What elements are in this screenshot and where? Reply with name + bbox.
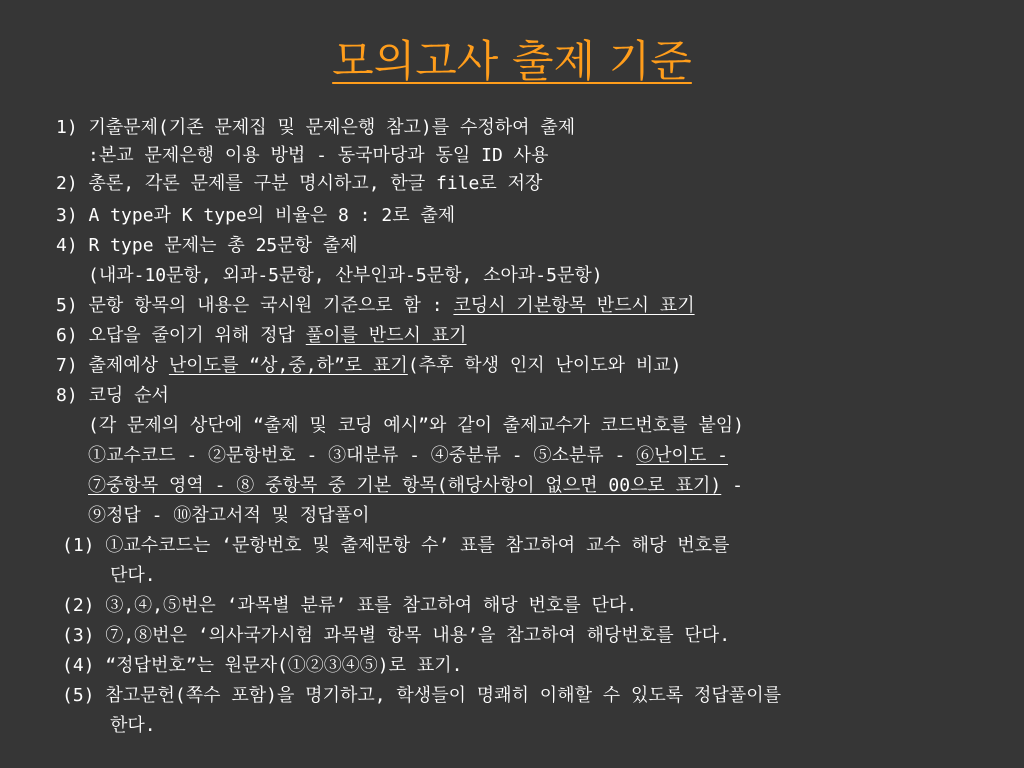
text-line [88,474,743,498]
text-line [88,264,603,288]
line-text: :본교 문제은행 이용 방법 - 동국마당과 동일 ID 사용 [88,145,549,166]
line-text: 4) R type 문제는 총 25문항 출제 [56,235,358,256]
line-text: 단다. [110,565,156,586]
line-text: 5) 문항 항목의 내용은 국시원 기준으로 함 : [56,295,454,316]
text-line [56,294,695,318]
line-text: (각 문제의 상단에 “출제 및 코딩 예시”와 같이 출제교수가 코드번호를 붙임) [88,415,744,436]
text-line [56,324,467,348]
line-text: (2) ③,④,⑤번은 ‘과목별 분류’ 표를 참고하여 해당 번호를 단다. [62,595,638,616]
line-text: - [721,475,743,496]
line-text: 7) 출제예상 [56,355,169,376]
text-line [88,414,744,438]
text-line [110,714,156,738]
line-text: 2) 총론, 각론 문제를 구분 명시하고, 한글 file로 저장 [56,173,543,194]
line-text: (4) “정답번호”는 원문자(①②③④⑤)로 표기. [62,655,463,676]
line-text: (5) 참고문헌(쪽수 포함)을 명기하고, 학생들이 명쾌히 이해할 수 있도록 정답풀이를 [62,685,781,706]
line-text: 6) 오답을 줄이기 위해 정답 [56,325,306,346]
slide-title-text: 모의고사 출제 기준 [332,37,692,87]
text-line [88,504,369,528]
line-text: (추후 학생 인지 난이도와 비교) [407,355,682,376]
line-text: ①교수코드 - ②문항번호 - ③대분류 - ④중분류 - ⑤소분류 - [88,445,637,466]
underlined-text: 풀이를 반드시 표기 [305,325,467,346]
text-line [110,564,156,588]
underlined-text: ⑦중항목 영역 - ⑧ 중항목 중 기본 항목(해당사항이 없으면 00으로 표기) [88,475,722,496]
text-line [88,444,728,468]
underlined-text: 코딩시 기본항목 반드시 표기 [453,295,695,316]
text-line [62,654,462,678]
text-line [62,684,781,708]
line-text: ⑨정답 - ⑩참고서적 및 정답풀이 [88,505,370,526]
text-line [62,594,637,618]
text-line [56,354,682,378]
slide-title [0,32,1024,92]
text-line [56,234,358,258]
line-text: 1) 기출문제(기존 문제집 및 문제은행 참고)를 수정하여 출제 [56,117,576,138]
text-line [56,384,169,408]
underlined-text: 난이도를 “상,중,하”로 표기 [168,355,408,376]
underlined-text: ⑥난이도 - [636,445,728,466]
text-line [62,534,729,558]
text-line [56,116,575,140]
line-text: (1) ①교수코드는 ‘문항번호 및 출제문항 수’ 표를 참고하여 교수 해당 번호를 [62,535,730,556]
text-line [88,144,548,168]
line-text: 3) A type과 K type의 비율은 8 : 2로 출제 [56,205,456,226]
text-line [56,172,542,196]
line-text: 한다. [110,715,156,736]
text-line [56,204,455,228]
line-text: 8) 코딩 순서 [56,385,169,406]
text-line [62,624,730,648]
line-text: (3) ⑦,⑧번은 ‘의사국가시험 과목별 항목 내용’을 참고하여 해당번호를 단다. [62,625,731,646]
line-text: (내과-10문항, 외과-5문항, 산부인과-5문항, 소아과-5문항) [88,265,603,286]
